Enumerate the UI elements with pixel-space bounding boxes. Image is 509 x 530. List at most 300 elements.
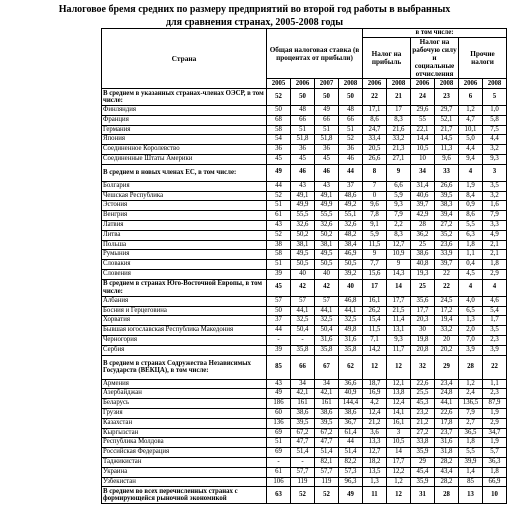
value-cell: 34 [291, 379, 315, 389]
value-cell: 50 [339, 89, 363, 106]
value-cell: 28,2 [435, 457, 459, 467]
value-cell: 44 [339, 164, 363, 181]
value-cell: 48 [339, 106, 363, 116]
value-cell: 50,5 [291, 260, 315, 270]
table-row [102, 135, 507, 145]
value-cell: 46 [315, 164, 339, 181]
value-cell: 8,3 [387, 115, 411, 125]
group-row [102, 89, 507, 106]
value-cell: 69 [267, 448, 291, 458]
title-line-1: Налоговое бремя средних по размеру предприятий во второй год работы в выбранных [58, 4, 451, 15]
value-cell: 67,2 [291, 428, 315, 438]
value-cell: 48,2 [339, 230, 363, 240]
value-cell: 39,5 [435, 191, 459, 201]
header-profit-tax: Налог на прибыль [363, 38, 411, 79]
value-cell: 9,6 [363, 201, 387, 211]
value-cell: 1,2 [459, 379, 483, 389]
value-cell: 55 [411, 115, 435, 125]
value-cell: 39,5 [291, 418, 315, 428]
value-cell: 28 [411, 220, 435, 230]
value-cell: 4 [483, 279, 507, 296]
value-cell: 5 [483, 89, 507, 106]
country-cell: Словения [102, 269, 267, 279]
value-cell: 20,8 [411, 345, 435, 355]
value-cell: 32 [411, 355, 435, 379]
value-cell: 22 [435, 269, 459, 279]
value-cell: 35,8 [315, 345, 339, 355]
table-row [102, 477, 507, 487]
value-cell: 4,7 [459, 115, 483, 125]
value-cell: 20 [435, 335, 459, 345]
value-cell: 44,1 [315, 306, 339, 316]
value-cell: 54 [267, 135, 291, 145]
value-cell: 7,1 [363, 335, 387, 345]
value-cell: 66 [315, 115, 339, 125]
value-cell: 4,5 [459, 269, 483, 279]
value-cell: 51,8 [315, 135, 339, 145]
value-cell: 48,6 [339, 191, 363, 201]
value-cell: 18,2 [363, 457, 387, 467]
value-cell: 23,6 [435, 240, 459, 250]
group-row [102, 487, 507, 504]
value-cell: 57,7 [315, 467, 339, 477]
value-cell: 17,2 [435, 306, 459, 316]
value-cell: 38,1 [315, 240, 339, 250]
value-cell: 4,4 [459, 145, 483, 155]
table-row [102, 230, 507, 240]
value-cell: 38,4 [339, 240, 363, 250]
header-including: в том числе: [363, 29, 507, 38]
table-row [102, 428, 507, 438]
year-header-sub-3: 2008 [435, 79, 459, 89]
value-cell: 69 [267, 428, 291, 438]
value-cell: 55,5 [315, 211, 339, 221]
table-row [102, 154, 507, 164]
value-cell: 43 [315, 181, 339, 191]
value-cell: 12,4 [363, 408, 387, 418]
value-cell: 43 [291, 181, 315, 191]
value-cell: 24,8 [435, 389, 459, 399]
year-header-total-2: 2007 [315, 79, 339, 89]
value-cell: 11 [363, 487, 387, 504]
value-cell: 21,7 [435, 125, 459, 135]
country-cell: Чешская Республика [102, 191, 267, 201]
value-cell: 4,6 [483, 296, 507, 306]
value-cell: 38,6 [411, 250, 435, 260]
country-cell: Литва [102, 230, 267, 240]
value-cell: 119 [315, 477, 339, 487]
value-cell: 27,1 [387, 154, 411, 164]
country-cell: Российская Федерация [102, 448, 267, 458]
value-cell: 36 [267, 145, 291, 155]
value-cell: 0,9 [459, 201, 483, 211]
value-cell: 1,3 [459, 316, 483, 326]
value-cell: 11,5 [363, 240, 387, 250]
country-cell: Азербайджан [102, 389, 267, 399]
value-cell: 39,9 [459, 457, 483, 467]
country-cell: Таджикистан [102, 457, 267, 467]
value-cell: 85 [267, 355, 291, 379]
value-cell: 51 [315, 125, 339, 135]
value-cell: 26,6 [435, 181, 459, 191]
value-cell: 39 [267, 345, 291, 355]
table-row [102, 326, 507, 336]
value-cell: 13,3 [363, 438, 387, 448]
value-cell: 52 [291, 487, 315, 504]
country-cell: В среднем в странах Содружества Независимых Государств (ВЕКЦА), в том числе: [102, 355, 267, 379]
value-cell: 45,3 [411, 399, 435, 409]
value-cell: 1,7 [483, 316, 507, 326]
value-cell: 51,4 [291, 448, 315, 458]
value-cell: 85 [459, 477, 483, 487]
value-cell: 3,2 [483, 145, 507, 155]
country-cell: Грузия [102, 408, 267, 418]
value-cell: 11,4 [387, 316, 411, 326]
value-cell: 46,9 [339, 250, 363, 260]
value-cell: 14 [387, 279, 411, 296]
value-cell: 1,1 [459, 250, 483, 260]
value-cell: 144,4 [339, 399, 363, 409]
value-cell: 16,1 [387, 418, 411, 428]
value-cell: 7,9 [483, 211, 507, 221]
value-cell: 10,9 [387, 250, 411, 260]
value-cell: 43 [267, 379, 291, 389]
country-cell: Украина [102, 467, 267, 477]
value-cell: 1,9 [483, 408, 507, 418]
value-cell: 7,9 [387, 211, 411, 221]
year-header-sub-2: 2006 [411, 79, 435, 89]
value-cell: 14,4 [411, 135, 435, 145]
value-cell: 26,6 [363, 154, 387, 164]
value-cell: 161 [291, 399, 315, 409]
country-cell: Сербия [102, 345, 267, 355]
value-cell: 44 [339, 438, 363, 448]
value-cell: 9,4 [459, 154, 483, 164]
value-cell: 29,6 [411, 106, 435, 116]
value-cell: 24,5 [435, 296, 459, 306]
value-cell: 161 [315, 399, 339, 409]
value-cell: 40,9 [339, 389, 363, 399]
value-cell: 13,5 [363, 467, 387, 477]
value-cell: 39,7 [435, 260, 459, 270]
value-cell: 4 [459, 164, 483, 181]
value-cell: 40 [291, 269, 315, 279]
table-row [102, 106, 507, 116]
value-cell: 36 [291, 145, 315, 155]
value-cell: 9,1 [363, 220, 387, 230]
value-cell: 39 [267, 269, 291, 279]
value-cell: 37 [267, 316, 291, 326]
value-cell: 33,9 [435, 250, 459, 260]
value-cell: 2,1 [483, 240, 507, 250]
value-cell: 51,8 [291, 135, 315, 145]
value-cell: 25,5 [411, 389, 435, 399]
value-cell: 7 [363, 181, 387, 191]
value-cell: 12,7 [363, 448, 387, 458]
value-cell: 32,5 [339, 316, 363, 326]
value-cell: 49 [267, 164, 291, 181]
value-cell: - [267, 457, 291, 467]
country-cell: В среднем в указанных странах-членах ОЭСР, в том числе: [102, 89, 267, 106]
value-cell: 10,1 [459, 125, 483, 135]
value-cell: 57 [315, 296, 339, 306]
value-cell: 31,6 [435, 438, 459, 448]
value-cell: 32,5 [291, 316, 315, 326]
value-cell: 49 [315, 106, 339, 116]
value-cell: 2,4 [459, 389, 483, 399]
value-cell: 47,7 [315, 438, 339, 448]
value-cell: 42 [291, 279, 315, 296]
value-cell: 3,5 [483, 181, 507, 191]
value-cell: 49,1 [315, 191, 339, 201]
value-cell: 14,1 [387, 408, 411, 418]
value-cell: 17,7 [411, 306, 435, 316]
country-cell: Бывшая югославская Республика Македония [102, 326, 267, 336]
value-cell: 16,9 [363, 389, 387, 399]
value-cell: 21,3 [387, 145, 411, 155]
value-cell: 39,5 [315, 418, 339, 428]
country-cell: Соединенное Королевство [102, 145, 267, 155]
value-cell: 49,8 [339, 326, 363, 336]
value-cell: 12 [387, 355, 411, 379]
value-cell: 31,8 [435, 448, 459, 458]
value-cell: 44 [267, 181, 291, 191]
value-cell: 4,9 [483, 230, 507, 240]
value-cell: 45,4 [411, 467, 435, 477]
value-cell: 0 [363, 191, 387, 201]
value-cell: 5,4 [483, 306, 507, 316]
value-cell: 57,3 [339, 467, 363, 477]
table-row [102, 296, 507, 306]
table-row [102, 389, 507, 399]
value-cell: 21,2 [411, 418, 435, 428]
value-cell: 42 [315, 279, 339, 296]
country-cell: Кыргызстан [102, 428, 267, 438]
value-cell: 50,5 [315, 260, 339, 270]
value-cell: 7,5 [483, 125, 507, 135]
value-cell: 49,9 [291, 201, 315, 211]
value-cell: 60 [267, 408, 291, 418]
value-cell: 40,8 [411, 260, 435, 270]
value-cell: 57 [267, 296, 291, 306]
value-cell: - [291, 335, 315, 345]
value-cell: 11,7 [387, 345, 411, 355]
value-cell: 5,0 [459, 135, 483, 145]
value-cell: 9 [363, 250, 387, 260]
value-cell: 1,4 [459, 467, 483, 477]
value-cell: 3,9 [459, 345, 483, 355]
country-cell: Казахстан [102, 418, 267, 428]
value-cell: 45 [267, 154, 291, 164]
value-cell: 10,5 [387, 438, 411, 448]
country-cell: В среднем во всех перечисленных странах с формирующейся рыночной экономикой [102, 487, 267, 504]
value-cell: 58 [267, 250, 291, 260]
value-cell: 8,4 [459, 191, 483, 201]
value-cell: 23,2 [411, 408, 435, 418]
value-cell: 50,4 [315, 326, 339, 336]
value-cell: 20,5 [363, 145, 387, 155]
value-cell: 46 [339, 154, 363, 164]
value-cell: 30 [411, 326, 435, 336]
header-total-tax-rate: Общая налоговая ставка (в процентах от прибыли) [267, 29, 363, 79]
value-cell: 58 [267, 125, 291, 135]
value-cell: 31,6 [315, 335, 339, 345]
value-cell: 40 [339, 279, 363, 296]
value-cell: 7,7 [363, 260, 387, 270]
value-cell: 2,7 [459, 418, 483, 428]
value-cell: 31,4 [411, 181, 435, 191]
table-row [102, 345, 507, 355]
value-cell: 17,7 [387, 457, 411, 467]
value-cell: 40,6 [411, 191, 435, 201]
value-cell: 43,4 [435, 467, 459, 477]
country-cell: Хорватия [102, 316, 267, 326]
value-cell: 22 [363, 89, 387, 106]
table-row [102, 467, 507, 477]
value-cell: 19,3 [411, 269, 435, 279]
value-cell: 96,3 [339, 477, 363, 487]
country-cell: Албания [102, 296, 267, 306]
title-line-2: для сравнения странах, 2005-2008 годы [165, 17, 344, 28]
value-cell: 15,6 [363, 269, 387, 279]
value-cell: 9,3 [387, 335, 411, 345]
value-cell: 3,5 [483, 326, 507, 336]
value-cell: 45 [291, 154, 315, 164]
value-cell: 37 [339, 181, 363, 191]
country-cell: Япония [102, 135, 267, 145]
header-country: Страна [102, 29, 267, 89]
value-cell: 3,2 [483, 191, 507, 201]
value-cell: 25 [411, 279, 435, 296]
value-cell: 39,2 [339, 269, 363, 279]
value-cell: 7,9 [459, 408, 483, 418]
value-cell: 36 [339, 145, 363, 155]
table-row [102, 240, 507, 250]
value-cell: 17 [387, 106, 411, 116]
table-row [102, 220, 507, 230]
value-cell: 51 [339, 125, 363, 135]
table-row [102, 457, 507, 467]
value-cell: 87,9 [483, 399, 507, 409]
value-cell: 22,1 [411, 125, 435, 135]
value-cell: 8,6 [363, 115, 387, 125]
value-cell: 34 [411, 164, 435, 181]
value-cell: 38,6 [339, 408, 363, 418]
value-cell: 50,5 [339, 260, 363, 270]
country-cell: Соединенные Штаты Америки [102, 154, 267, 164]
value-cell: 49 [339, 487, 363, 504]
value-cell: 66 [291, 115, 315, 125]
value-cell: 12,7 [387, 240, 411, 250]
value-cell: 7,0 [459, 335, 483, 345]
value-cell: 4,2 [363, 399, 387, 409]
value-cell: 20,3 [411, 316, 435, 326]
value-cell: 51 [267, 201, 291, 211]
value-cell: 27,2 [435, 220, 459, 230]
value-cell: 24,7 [363, 125, 387, 135]
value-cell: 5,5 [459, 220, 483, 230]
value-cell: 28 [435, 487, 459, 504]
value-cell: 66,9 [483, 477, 507, 487]
value-cell: 55,1 [339, 211, 363, 221]
value-cell: 17 [363, 279, 387, 296]
value-cell: 55,5 [291, 211, 315, 221]
value-cell: 1,2 [459, 106, 483, 116]
value-cell: 14,2 [363, 345, 387, 355]
value-cell: 36,7 [339, 418, 363, 428]
value-cell: 38,1 [291, 240, 315, 250]
value-cell: 136,5 [459, 399, 483, 409]
value-cell: 3,9 [483, 345, 507, 355]
value-cell: 42,1 [291, 389, 315, 399]
value-cell: 2,9 [483, 418, 507, 428]
value-cell: 5,5 [459, 448, 483, 458]
value-cell: 23 [435, 89, 459, 106]
country-cell: Республика Молдова [102, 438, 267, 448]
value-cell: 10,5 [411, 145, 435, 155]
value-cell: 49,1 [291, 191, 315, 201]
value-cell: 1,0 [483, 106, 507, 116]
year-header-sub-5: 2008 [483, 79, 507, 89]
table-row [102, 201, 507, 211]
value-cell: 2,3 [483, 389, 507, 399]
value-cell: 1,9 [459, 181, 483, 191]
value-cell: 68 [267, 115, 291, 125]
country-cell: Латвия [102, 220, 267, 230]
table-row [102, 316, 507, 326]
value-cell: 5,9 [363, 230, 387, 240]
value-cell: 47,7 [291, 438, 315, 448]
table-row [102, 125, 507, 135]
value-cell: 32,5 [315, 316, 339, 326]
value-cell: 50,4 [291, 326, 315, 336]
group-row [102, 355, 507, 379]
value-cell: 19,8 [411, 335, 435, 345]
value-cell: 51 [267, 260, 291, 270]
value-cell: 62 [339, 355, 363, 379]
page-title [0, 3, 509, 29]
value-cell: 2,2 [387, 220, 411, 230]
value-cell: 48 [291, 106, 315, 116]
value-cell: 51,4 [339, 448, 363, 458]
year-header-total-3: 2008 [339, 79, 363, 89]
value-cell: 1,3 [363, 477, 387, 487]
country-cell: Франция [102, 115, 267, 125]
value-cell: 21,6 [387, 125, 411, 135]
value-cell: 1,8 [459, 240, 483, 250]
country-cell: Румыния [102, 250, 267, 260]
value-cell: 67 [315, 355, 339, 379]
value-cell: 38,6 [291, 408, 315, 418]
value-cell: 14 [387, 448, 411, 458]
value-cell: 45 [315, 154, 339, 164]
value-cell: 82,2 [339, 457, 363, 467]
value-cell: 49,9 [315, 201, 339, 211]
value-cell: 38,6 [315, 408, 339, 418]
table-row [102, 306, 507, 316]
table-row [102, 211, 507, 221]
value-cell: 32,6 [339, 220, 363, 230]
table-row [102, 260, 507, 270]
country-cell: Германия [102, 125, 267, 135]
value-cell: 7,8 [363, 211, 387, 221]
value-cell: 50,2 [315, 230, 339, 240]
value-cell: 2,1 [483, 250, 507, 260]
value-cell: 6,3 [459, 230, 483, 240]
value-cell: 23,7 [435, 428, 459, 438]
value-cell: 10 [483, 487, 507, 504]
table-row [102, 418, 507, 428]
